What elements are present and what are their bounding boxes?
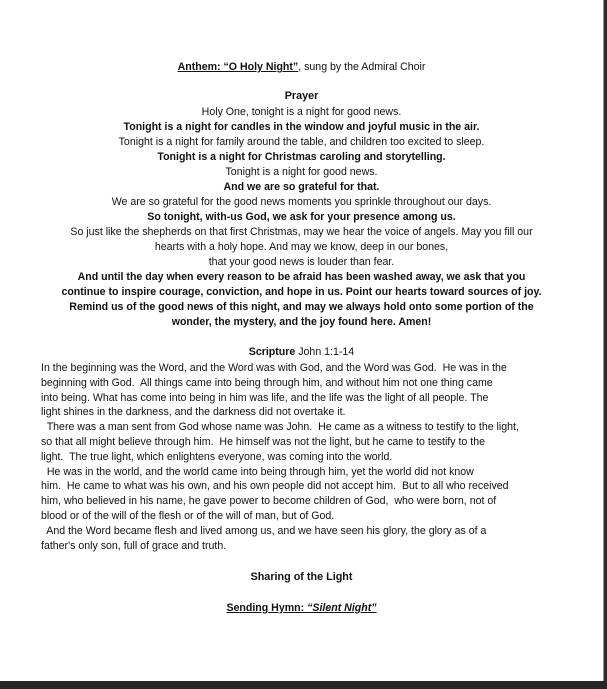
scripture-line: beginning with God. All things came into being through him, and without him not one thing came bbox=[41, 376, 493, 389]
prayer-line: continue to inspire courage, conviction, and hope in us. Point our hearts toward sources of joy. bbox=[61, 286, 542, 298]
prayer-line: Tonight is a night for family around the table, and children too excited to sleep. bbox=[118, 136, 485, 148]
sending-hymn-line bbox=[0, 601, 603, 616]
scripture-line: He was in the world, and the world came into being through him, yet the world did not know bbox=[41, 465, 474, 478]
scripture-line: so that all might believe through him. He himself was not the light, but he came to testify to the bbox=[41, 436, 485, 448]
scripture-line: light shines in the darkness, and the darkness did not overtake it. bbox=[41, 406, 346, 419]
sharing-heading: Sharing of the Light bbox=[250, 571, 353, 583]
scripture-line: And the Word became flesh and lived among us, and we have seen his glory, the glory as of a bbox=[41, 524, 487, 537]
prayer-line: Holy One, tonight is a night for good news. bbox=[201, 106, 402, 118]
prayer-line: Tonight is a night for good news. bbox=[225, 166, 378, 178]
prayer-line: We are so grateful for the good news moments you sprinkle throughout our days. bbox=[111, 196, 492, 208]
prayer-line: So just like the shepherds on that first Christmas, may we hear the voice of angels. May you fill our bbox=[70, 226, 533, 238]
scripture-reference: John 1:1-14 bbox=[295, 346, 355, 358]
window-bottom-bar bbox=[0, 681, 607, 689]
prayer-line: Tonight is a night for candles in the window and joyful music in the air. bbox=[123, 121, 480, 133]
anthem-label: Anthem: bbox=[177, 61, 224, 73]
prayer-line: wonder, the mystery, and the joy found here. Amen! bbox=[171, 316, 432, 328]
prayer-heading: Prayer bbox=[284, 90, 319, 102]
prayer-line: And we are so grateful for that. bbox=[223, 181, 380, 193]
prayer-line: that your good news is louder than fear. bbox=[208, 256, 395, 268]
scripture-line: him, who believed in his name, he gave power to become children of God, who were born, not of bbox=[41, 495, 497, 508]
prayer-line: hearts with a holy hope. And may we know, deep in our bones, bbox=[154, 241, 449, 253]
anthem-performer: , sung by the Admiral Choir bbox=[298, 61, 426, 73]
prayer-line: And until the day when every reason to be afraid has been washed away, we ask that you bbox=[77, 271, 526, 283]
scripture-line: father's only son, full of grace and truth. bbox=[41, 539, 227, 552]
anthem-line bbox=[0, 60, 603, 75]
scripture-heading-line bbox=[0, 345, 603, 360]
scripture-line: light. The true light, which enlightens everyone, was coming into the world. bbox=[41, 450, 393, 463]
prayer-line: Tonight is a night for Christmas caroling and storytelling. bbox=[157, 151, 446, 163]
prayer-line: So tonight, with-us God, we ask for your presence among us. bbox=[147, 211, 456, 223]
sending-hymn-label: Sending Hymn: bbox=[226, 602, 308, 614]
scripture-line: him. He came to what was his own, and his own people did not accept him. But to all who received bbox=[41, 480, 509, 493]
anthem-title: “O Holy Night” bbox=[223, 61, 299, 73]
scripture-line: There was a man sent from God whose name was John. He came as a witness to testify to the light, bbox=[41, 421, 519, 434]
sending-hymn-title: “Silent Night” bbox=[307, 602, 377, 614]
scripture-heading: Scripture bbox=[248, 346, 296, 358]
scripture-line: blood or of the will of the flesh or of the will of man, but of God. bbox=[41, 510, 335, 522]
prayer-line: Remind us of the good news of this night, and may we always hold onto some portion of the bbox=[69, 301, 534, 313]
scripture-line: In the beginning was the Word, and the Word was with God, and the Word was God. He was in the bbox=[41, 362, 507, 374]
scripture-line: into being. What has come into being in him was life, and the life was the light of all people. The bbox=[41, 391, 489, 404]
